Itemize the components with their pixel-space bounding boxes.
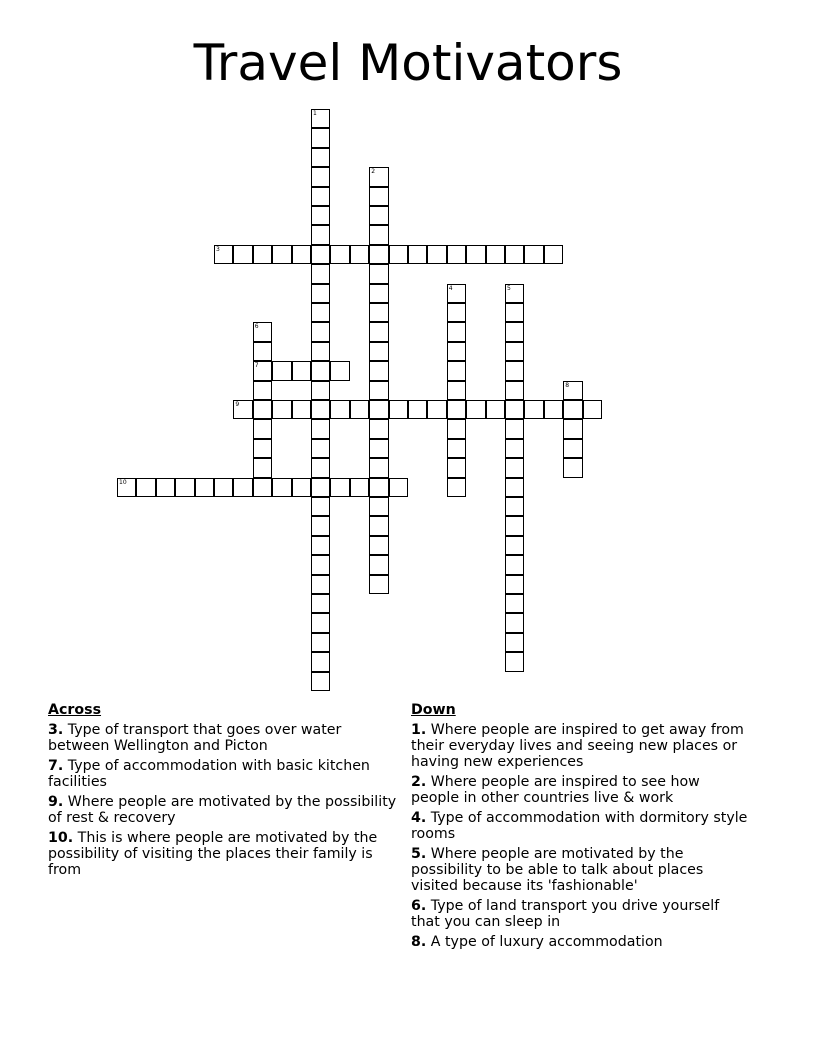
grid-cell[interactable] [311,225,330,244]
cell-number: 8 [565,381,570,389]
grid-cell[interactable] [369,575,388,594]
grid-cell[interactable] [447,419,466,438]
grid-cell[interactable] [253,245,272,264]
grid-cell[interactable] [447,342,466,361]
grid-cell[interactable] [311,400,330,419]
grid-cell[interactable] [311,128,330,147]
grid-cell[interactable] [253,400,272,419]
grid-cell[interactable] [466,245,485,264]
cell-number: 9 [235,401,240,408]
clue-number: 10. [48,830,74,846]
grid-cell[interactable] [311,167,330,186]
clue-number: 1. [411,722,427,738]
grid-cell[interactable] [505,419,524,438]
grid-cell[interactable] [292,478,311,497]
grid-cell[interactable] [505,478,524,497]
grid-cell[interactable] [311,303,330,322]
grid-cell[interactable] [369,303,388,322]
grid-cell[interactable] [311,439,330,458]
across-heading: Across [48,702,102,718]
grid-cell[interactable] [427,400,446,419]
grid-cell[interactable] [311,342,330,361]
grid-cell[interactable] [369,478,388,497]
grid-cell[interactable] [505,439,524,458]
clue-text: Where people are motivated by the possibility of rest & recovery [48,794,397,826]
grid-cell[interactable] [369,245,388,264]
grid-cell[interactable] [486,400,505,419]
grid-cell[interactable] [311,594,330,613]
grid-cell[interactable] [447,381,466,400]
grid-cell[interactable] [311,613,330,632]
grid-cell[interactable] [389,400,408,419]
grid-cell[interactable] [253,381,272,400]
grid-cell[interactable] [330,478,349,497]
grid-cell[interactable] [369,322,388,341]
grid-cell[interactable] [311,206,330,225]
grid-cell[interactable] [311,284,330,303]
grid-cell[interactable] [253,458,272,477]
grid-cell[interactable] [369,187,388,206]
grid-cell[interactable] [311,381,330,400]
clue-down-8 [411,934,751,950]
clue-number: 3. [48,722,64,738]
grid-cell[interactable] [505,245,524,264]
grid-cell[interactable] [272,478,291,497]
grid-cell[interactable] [214,245,233,264]
grid-cell[interactable] [505,594,524,613]
grid-cell[interactable] [466,400,485,419]
grid-cell[interactable] [447,439,466,458]
grid-cell[interactable] [117,478,136,497]
grid-cell[interactable] [427,245,446,264]
grid-cell[interactable] [389,245,408,264]
grid-cell[interactable] [330,400,349,419]
grid-cell[interactable] [505,497,524,516]
grid-cell[interactable] [583,400,602,419]
clue-down-5 [411,846,751,894]
grid-cell[interactable] [369,342,388,361]
clue-number: 7. [48,758,64,774]
cell-number: 3 [216,245,220,253]
clue-number: 4. [411,810,427,826]
grid-cell[interactable] [389,478,408,497]
cell-number: 7 [254,362,259,370]
grid-cell[interactable] [350,478,369,497]
grid-cell[interactable] [272,361,291,380]
cell-number: 5 [507,284,511,292]
clue-across-7 [48,758,398,790]
grid-cell[interactable] [505,303,524,322]
grid-cell[interactable] [311,419,330,438]
grid-cell[interactable] [447,245,466,264]
grid-cell[interactable] [369,419,388,438]
grid-cell[interactable] [253,361,272,380]
grid-cell[interactable] [505,536,524,555]
grid-cell[interactable] [330,361,349,380]
grid-cell[interactable] [311,575,330,594]
grid-cell[interactable] [369,264,388,283]
grid-cell[interactable] [505,284,524,303]
grid-cell[interactable] [311,536,330,555]
grid-cell[interactable] [253,478,272,497]
grid-cell[interactable] [408,400,427,419]
grid-cell[interactable] [524,245,543,264]
grid-cell[interactable] [369,555,388,574]
grid-cell[interactable] [369,439,388,458]
grid-cell[interactable] [272,400,291,419]
cell-number: 6 [254,323,259,331]
grid-cell[interactable] [369,225,388,244]
grid-cell[interactable] [563,381,582,400]
clue-across-9 [48,794,398,826]
clue-number: 8. [411,934,427,950]
grid-cell[interactable] [350,400,369,419]
clue-down-4 [411,810,751,842]
clue-down-2 [411,774,751,806]
clue-text: A type of luxury accommodation [430,934,663,950]
clue-number: 2. [411,774,427,790]
grid-cell[interactable] [408,245,427,264]
grid-cell[interactable] [195,478,214,497]
grid-cell[interactable] [311,187,330,206]
grid-cell[interactable] [447,322,466,341]
clue-down-1 [411,722,751,770]
grid-cell[interactable] [136,478,155,497]
grid-cell[interactable] [253,439,272,458]
clue-across-3 [48,722,398,754]
grid-cell[interactable] [311,652,330,671]
grid-cell[interactable] [292,245,311,264]
grid-cell[interactable] [369,497,388,516]
grid-cell[interactable] [486,245,505,264]
grid-cell[interactable] [563,400,582,419]
grid-cell[interactable] [505,652,524,671]
grid-cell[interactable] [369,361,388,380]
cell-number: 10 [119,478,127,486]
grid-cell[interactable] [447,303,466,322]
clue-number: 6. [411,898,427,914]
grid-cell[interactable] [233,245,252,264]
grid-cell[interactable] [311,497,330,516]
grid-cell[interactable] [505,361,524,380]
grid-cell[interactable] [369,536,388,555]
clue-text: This is where people are motivated by the possibility of visiting the places their family is from [48,830,378,878]
grid-cell[interactable] [563,458,582,477]
clue-down-6 [411,898,751,930]
clue-number: 9. [48,794,64,810]
down-clues [411,702,751,954]
grid-cell[interactable] [447,284,466,303]
grid-cell[interactable] [505,516,524,535]
cell-number: 4 [448,284,453,292]
grid-cell[interactable] [369,284,388,303]
grid-cell[interactable] [311,322,330,341]
grid-cell[interactable] [369,516,388,535]
grid-cell[interactable] [505,381,524,400]
grid-cell[interactable] [311,555,330,574]
grid-cell[interactable] [563,439,582,458]
grid-cell[interactable] [505,613,524,632]
clue-number: 5. [411,846,427,862]
clue-text: Where people are inspired to get away from their everyday lives and seeing new places or having new experiences [411,722,744,770]
grid-cell[interactable] [253,322,272,341]
clue-across-10 [48,830,398,878]
cell-number: 2 [371,168,376,176]
grid-cell[interactable] [233,478,252,497]
grid-cell[interactable] [505,322,524,341]
grid-cell[interactable] [311,672,330,691]
clue-text: Type of land transport you drive yourself that you can sleep in [411,898,720,930]
grid-cell[interactable] [311,633,330,652]
grid-cell[interactable] [233,400,252,419]
page-title: Travel Motivators [193,34,623,92]
grid-cell[interactable] [272,245,291,264]
grid-cell[interactable] [311,109,330,128]
grid-cell[interactable] [292,361,311,380]
grid-cell[interactable] [350,245,369,264]
grid-cell[interactable] [369,381,388,400]
grid-cell[interactable] [311,458,330,477]
grid-cell[interactable] [253,419,272,438]
grid-cell[interactable] [311,361,330,380]
grid-cell[interactable] [524,400,543,419]
grid-cell[interactable] [447,400,466,419]
grid-cell[interactable] [505,575,524,594]
grid-cell[interactable] [311,245,330,264]
grid-cell[interactable] [156,478,175,497]
grid-cell[interactable] [311,264,330,283]
grid-cell[interactable] [447,361,466,380]
clue-text: Where people are inspired to see how people in other countries live & work [411,774,700,806]
grid-cell[interactable] [292,400,311,419]
down-heading: Down [411,702,456,718]
grid-cell[interactable] [505,400,524,419]
grid-cell[interactable] [369,458,388,477]
across-clues [48,702,398,882]
grid-cell[interactable] [563,419,582,438]
cell-number: 1 [313,110,317,117]
clue-text: Type of accommodation with dormitory style rooms [411,810,748,842]
grid-cell[interactable] [544,245,563,264]
grid-cell[interactable] [544,400,563,419]
grid-cell[interactable] [369,167,388,186]
grid-cell[interactable] [311,478,330,497]
grid-cell[interactable] [505,633,524,652]
grid-cell[interactable] [253,342,272,361]
clue-text: Type of transport that goes over water between Wellington and Picton [48,722,342,754]
grid-cell[interactable] [505,555,524,574]
grid-cell[interactable] [175,478,194,497]
grid-cell[interactable] [369,206,388,225]
grid-cell[interactable] [505,342,524,361]
grid-cell[interactable] [447,478,466,497]
grid-cell[interactable] [311,148,330,167]
clue-text: Where people are motivated by the possibility to be able to talk about places visited because its 'fashionable' [411,846,704,894]
clue-text: Type of accommodation with basic kitchen facilities [48,758,370,790]
grid-cell[interactable] [505,458,524,477]
grid-cell[interactable] [447,458,466,477]
grid-cell[interactable] [330,245,349,264]
grid-cell[interactable] [369,400,388,419]
grid-cell[interactable] [214,478,233,497]
grid-cell[interactable] [311,516,330,535]
